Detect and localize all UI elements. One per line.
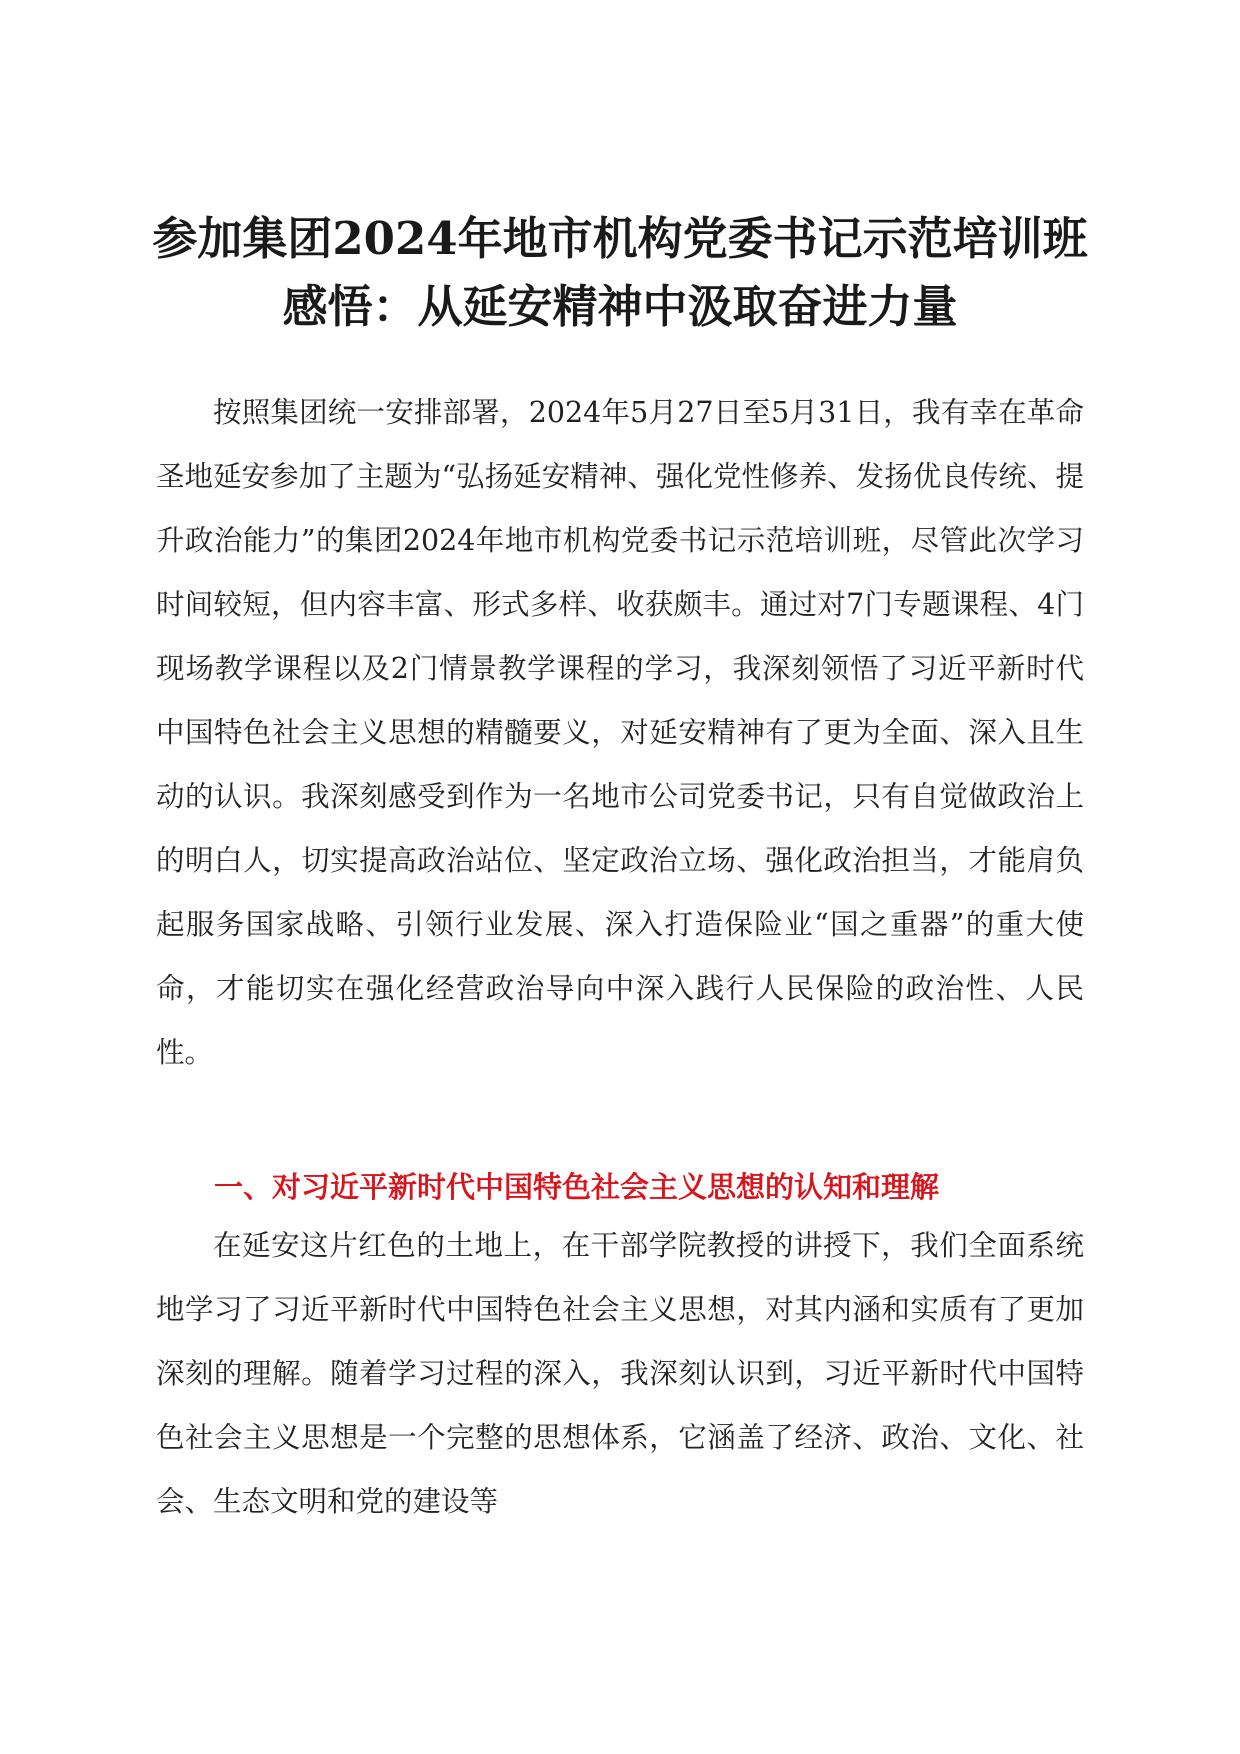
paragraph-intro: 按照集团统一安排部署，2024年5月27日至5月31日，我有幸在革命圣地延安参加了主题为“弘扬延安精神、强化党性修养、发扬优良传统、提升政治能力”的集团2024年地市机构党委书记示范培训班，尽管此次学习时间较短，但内容丰富、形式多样、收获颇丰。通过对7门专题课程、4门现场教学课程以及2门情景教学课程的学习，我深刻领悟了习近平新时代中国特色社会主义思想的精髓要义，对延安精神有了更为全面、深入且生动的认识。我深刻感受到作为一名地市公司党委书记，只有自觉做政治上的明白人，切实提高政治站位、坚定政治立场、强化政治担当，才能肩负起服务国家战略、引领行业发展、深入打造保险业“国之重器”的重大使命，才能切实在强化经营政治导向中深入践行人民保险的政治性、人民性。	[156, 396, 1084, 1069]
title-line-1: 参加集团2024年地市机构党委书记示范培训班	[152, 212, 1088, 265]
section-heading-1: 一、对习近平新时代中国特色社会主义思想的认知和理解	[214, 1170, 940, 1204]
paragraph-section-1: 在延安这片红色的土地上，在干部学院教授的讲授下，我们全面系统地学习了习近平新时代中国特色社会主义思想，对其内涵和实质有了更加深刻的理解。随着学习过程的深入，我深刻认识到，习近平新时代中国特色社会主义思想是一个完整的思想体系，它涵盖了经济、政治、文化、社会、生态文明和党的建设等	[156, 1229, 1084, 1518]
document-title	[150, 205, 1090, 341]
title-line-2: 感悟：从延安精神中汲取奋进力量	[282, 280, 958, 333]
